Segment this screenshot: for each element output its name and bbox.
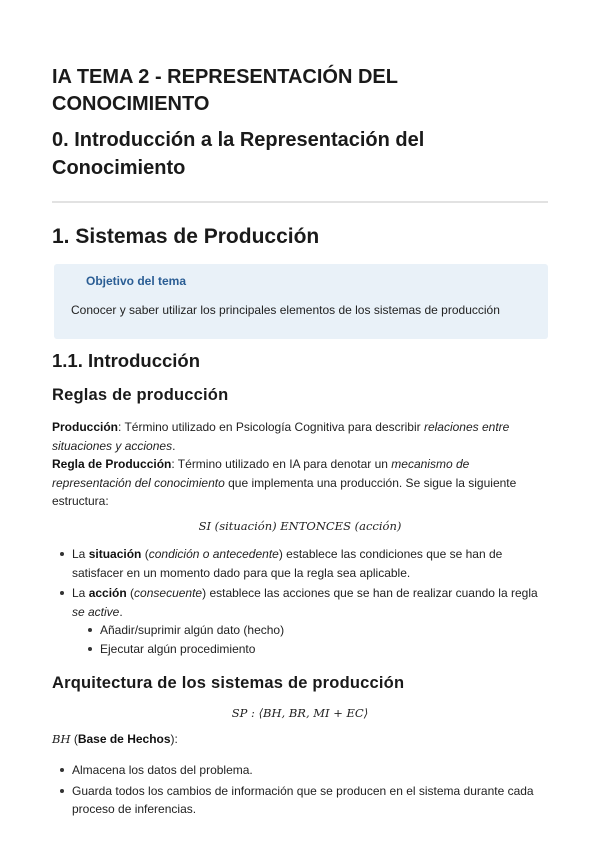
list-item xyxy=(72,545,548,582)
regla-produccion-term: Regla de Producción xyxy=(52,457,172,471)
produccion-def-end: . xyxy=(172,438,176,453)
base-hechos-label: Base de Hechos xyxy=(77,732,171,746)
produccion-term: Producción xyxy=(52,420,119,434)
formula-entonces: ENTONCES xyxy=(280,519,351,533)
sublist-item: Ejecutar algún procedimiento xyxy=(100,640,284,659)
sublist-item: Añadir/suprimir algún dato (hecho) xyxy=(100,621,284,640)
bh-text: ( xyxy=(70,732,78,746)
formula-situacion: situación xyxy=(219,519,273,533)
list-item: Guarda todos los cambios de información que se producen en el sistema durante cada proceso de inferencias. xyxy=(72,782,548,819)
list-item-text: La xyxy=(72,586,89,600)
arquitectura-heading: Arquitectura de los sistemas de producción xyxy=(52,674,405,692)
produccion-def-text: : Término utilizado en Psicología Cognitiva para describir xyxy=(118,420,424,434)
bh-text: ): xyxy=(170,732,178,746)
base-hechos-list xyxy=(72,761,548,821)
formula-accion: acción xyxy=(359,519,397,533)
se-active-emphasis: se active xyxy=(72,604,120,619)
regla-def-emphasis: mecanismo de representación del conocimiento xyxy=(52,457,470,490)
list-item-text: ( xyxy=(141,547,149,561)
list-item xyxy=(72,584,548,621)
rule-parts-list xyxy=(72,545,548,623)
formula-si: SI xyxy=(198,519,212,533)
section-divider xyxy=(52,201,548,203)
intro-heading: 0. Introducción a la Representación del Conocimiento xyxy=(52,129,425,179)
list-item-text: ) establece las condiciones que se han de satisfacer en un momento dado para que la regla sea aplicable. xyxy=(72,547,503,580)
list-item-text: . xyxy=(119,604,123,619)
document-title: IA TEMA 2 - REPRESENTACIÓN DEL CONOCIMIENTO xyxy=(52,66,398,115)
regla-def-text: : Término utilizado en IA para denotar un xyxy=(171,457,392,471)
reglas-produccion-heading: Reglas de producción xyxy=(52,386,229,404)
callout-title: Objetivo del tema xyxy=(86,274,187,288)
situacion-emphasis: condición o antecedente xyxy=(148,547,279,561)
list-item: Almacena los datos del problema. xyxy=(72,761,548,780)
subsection-heading-introduccion: 1.1. Introducción xyxy=(52,350,201,371)
list-item-text: La xyxy=(72,547,89,561)
sp-formula: SP : ⟨BH, BR, MI + EC⟩ xyxy=(231,706,369,720)
bh-symbol: BH xyxy=(52,732,71,746)
callout-body: Conocer y saber utilizar los principales elementos de los sistemas de producción xyxy=(71,303,500,317)
list-item-text: ) establece las acciones que se han de realizar cuando la regla xyxy=(202,586,538,600)
produccion-def-emphasis: relaciones entre situaciones y acciones xyxy=(52,420,510,453)
definitions-paragraph xyxy=(52,418,550,511)
rule-structure-formula: SI (situación) ENTONCES (acción) xyxy=(198,519,402,533)
accion-emphasis: consecuente xyxy=(134,586,203,600)
action-sublist xyxy=(100,621,284,659)
regla-def-text-end: que implementa una producción. Se sigue la siguiente estructura: xyxy=(52,475,517,508)
base-hechos-line xyxy=(52,732,178,746)
list-item-text: ( xyxy=(126,586,135,600)
objective-callout xyxy=(54,264,548,339)
section-heading-sistemas-produccion: 1. Sistemas de Producción xyxy=(52,225,320,248)
accion-term: acción xyxy=(88,586,127,600)
situacion-term: situación xyxy=(88,547,142,561)
